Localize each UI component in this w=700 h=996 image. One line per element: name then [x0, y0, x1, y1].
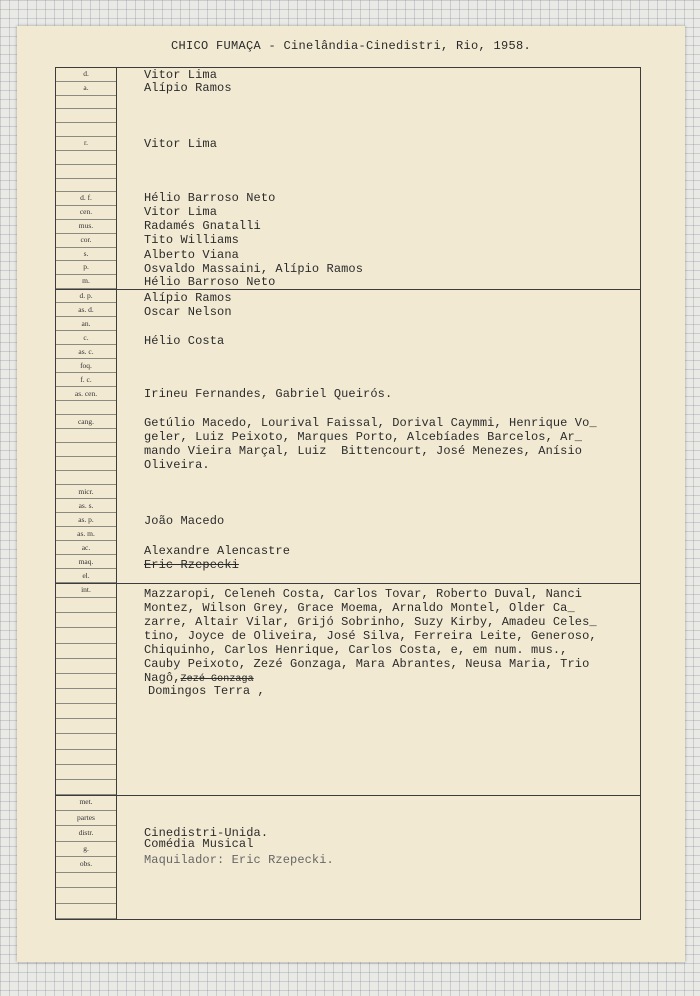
field-label	[56, 96, 116, 110]
field-label: m.	[56, 275, 116, 289]
field-label: cang.	[56, 415, 116, 429]
field-label	[56, 888, 116, 904]
field-label	[56, 704, 116, 719]
field-label: as. m.	[56, 527, 116, 541]
field-label: r.	[56, 137, 116, 151]
field-label	[56, 401, 116, 415]
field-label	[56, 873, 116, 889]
credit-production-director: Alípio Ramos	[144, 291, 232, 305]
field-label	[56, 109, 116, 123]
credit-editing: Hélio Barroso Neto	[144, 275, 276, 289]
cast-line-last	[144, 671, 254, 685]
field-label	[56, 151, 116, 165]
cast-line: Montez, Wilson Grey, Grace Moema, Arnaldo Montel, Older Ca_	[144, 601, 575, 615]
field-label: ac.	[56, 541, 116, 555]
field-label: el.	[56, 569, 116, 583]
field-label: as. p.	[56, 513, 116, 527]
cast-line: Mazzaropi, Celeneh Costa, Carlos Tovar, Roberto Duval, Nanci	[144, 587, 583, 601]
cast-struck-name: Zezé Gonzaga	[180, 674, 254, 685]
field-label	[56, 780, 116, 795]
field-label: s.	[56, 248, 116, 262]
section-divider	[56, 795, 640, 796]
field-label	[56, 429, 116, 443]
cast-extra: Domingos Terra ,	[148, 684, 265, 698]
field-label: foq.	[56, 359, 116, 373]
field-label: a.	[56, 82, 116, 96]
field-label: met.	[56, 795, 116, 811]
field-label: as. c.	[56, 345, 116, 359]
credit-choreography: Tito Williams	[144, 233, 239, 247]
credit-observations: Maquilador: Eric Rzepecki.	[144, 853, 334, 867]
songs-line: Getúlio Macedo, Lourival Faissal, Dorival Caymmi, Henrique Vo_	[144, 416, 597, 430]
credits-frame	[55, 67, 641, 920]
field-label	[56, 904, 116, 920]
field-label	[56, 628, 116, 643]
cast-line: Cauby Peixoto, Zezé Gonzaga, Mara Abrantes, Neusa Maria, Trio	[144, 657, 590, 671]
field-label: obs.	[56, 857, 116, 873]
field-label: as. s.	[56, 499, 116, 513]
section-divider	[56, 289, 640, 290]
cast-line: Chiquinho, Carlos Henrique, Carlos Costa, e, em num. mus.,	[144, 643, 568, 657]
credit-photography: Hélio Barroso Neto	[144, 191, 276, 205]
field-label: p.	[56, 261, 116, 275]
field-label	[56, 689, 116, 704]
field-label: distr.	[56, 826, 116, 842]
songs-line: Oliveira.	[144, 458, 210, 472]
credit-assistant-director: Oscar Nelson	[144, 305, 232, 319]
field-label: micr.	[56, 485, 116, 499]
credit-scenography: Vitor Lima	[144, 205, 218, 219]
credit-argument: Alípio Ramos	[144, 81, 232, 95]
field-label	[56, 598, 116, 613]
field-label	[56, 674, 116, 689]
field-label: d.	[56, 68, 116, 82]
credit-director: Vitor Lima	[144, 68, 218, 82]
field-label: cor.	[56, 234, 116, 248]
credit-producer: Osvaldo Massaini, Alípio Ramos	[144, 262, 364, 276]
credit-assistant-scenography: Irineu Fernandes, Gabriel Queirós.	[144, 387, 393, 401]
field-label	[56, 659, 116, 674]
field-label: c.	[56, 331, 116, 345]
field-label	[56, 179, 116, 193]
field-label: d. p.	[56, 289, 116, 303]
credit-screenplay: Vitor Lima	[144, 137, 218, 151]
film-credit-card	[17, 26, 685, 962]
credit-genre: Comédia Musical	[144, 837, 254, 851]
field-label	[56, 457, 116, 471]
credit-camera: Hélio Costa	[144, 334, 225, 348]
card-title: CHICO FUMAÇA - Cinelândia-Cinedistri, Rio, 1958.	[170, 39, 532, 53]
field-label: f. c.	[56, 373, 116, 387]
field-label	[56, 750, 116, 765]
field-label: cen.	[56, 206, 116, 220]
credit-actor-coach: Alexandre Alencastre	[144, 544, 291, 558]
field-label	[56, 734, 116, 749]
section-divider	[56, 583, 640, 584]
credit-distributor: Cinedistri-Unida.	[144, 826, 269, 840]
field-label	[56, 719, 116, 734]
field-label: partes	[56, 811, 116, 827]
field-label	[56, 613, 116, 628]
field-label	[56, 165, 116, 179]
field-label	[56, 765, 116, 780]
field-label	[56, 123, 116, 137]
field-label	[56, 443, 116, 457]
label-column	[56, 68, 117, 919]
songs-line: mando Vieira Marçal, Luiz Bittencourt, José Menezes, Anísio	[144, 444, 583, 458]
field-label: mus.	[56, 220, 116, 234]
field-label	[56, 644, 116, 659]
credit-production-assistant: João Macedo	[144, 514, 225, 528]
field-label: int.	[56, 583, 116, 598]
credit-makeup-struck: Eric Rzepecki	[144, 558, 239, 572]
cast-line: tino, Joyce de Oliveira, José Silva, Ferreira Leite, Generoso,	[144, 629, 597, 643]
field-label: as. cen.	[56, 387, 116, 401]
credit-music: Radamés Gnatalli	[144, 219, 261, 233]
field-label: as. d.	[56, 303, 116, 317]
field-label: maq.	[56, 555, 116, 569]
cast-line: zarre, Altair Vilar, Grijó Sobrinho, Suzy Kirby, Amadeu Celes_	[144, 615, 597, 629]
field-label: d. f.	[56, 192, 116, 206]
cast-last-name: Nagô,	[144, 671, 181, 685]
field-label: an.	[56, 317, 116, 331]
field-label	[56, 471, 116, 485]
credit-sound: Alberto Viana	[144, 248, 239, 262]
songs-line: geler, Luiz Peixoto, Marques Porto, Alcebíades Barcelos, Ar_	[144, 430, 583, 444]
field-label: g.	[56, 842, 116, 858]
